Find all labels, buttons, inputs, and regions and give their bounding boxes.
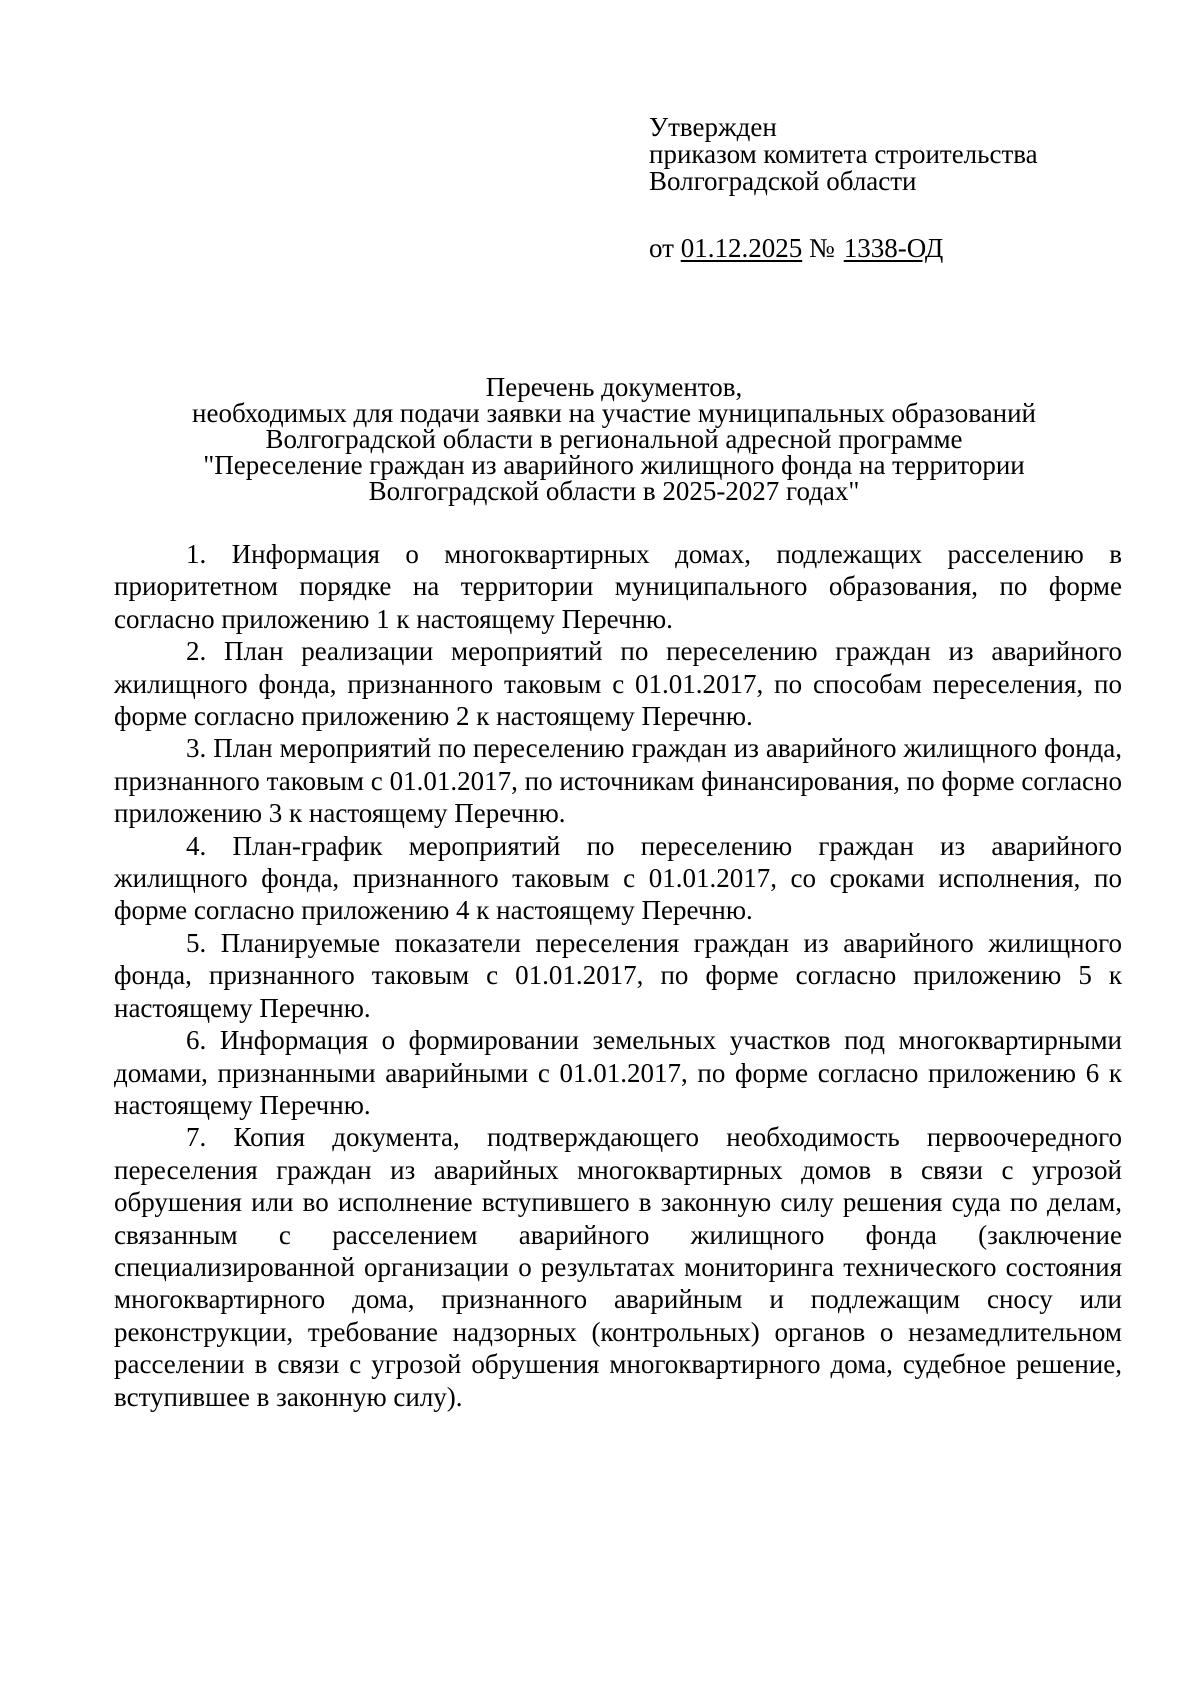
order-date: 01.12.2025 (680, 233, 803, 263)
item-number: 6. (186, 1025, 207, 1056)
list-item (114, 1024, 1122, 1121)
title-line-5: Волгоградской области в 2025-2027 годах" (368, 476, 860, 506)
item-text: План мероприятий по переселению граждан из аварийного жилищного фонда, признанного таковым с 01.01.2017, по источникам финансирования, по форме согласно приложению 3 к настоящему Перечню. (114, 733, 1122, 829)
approval-line-2: приказом комитета строительства (649, 139, 1038, 169)
title-line-1: Перечень документов, (485, 372, 743, 402)
document-body (114, 538, 1122, 1413)
item-text: Планируемые показатели переселения граждан из аварийного жилищного фонда, признанного таковым с 01.01.2017, по форме согласно приложению 5 к настоящему Перечню. (114, 927, 1123, 1023)
title-line-4: "Переселение граждан из аварийного жилищного фонда на территории (203, 450, 1025, 480)
item-number: 3. (186, 733, 207, 764)
list-item (114, 635, 1122, 732)
list-item (114, 732, 1122, 829)
item-number: 4. (186, 830, 207, 861)
title-line-3: Волгоградской области в региональной адресной программе (265, 424, 963, 454)
order-number: 1338-ОД (843, 233, 944, 263)
item-text: Информация о формировании земельных участков под многоквартирными домами, признанными аварийными с 01.01.2017, по форме согласно приложению 6 к настоящему Перечню. (114, 1025, 1122, 1120)
order-prefix: от (649, 233, 674, 263)
order-reference (649, 233, 943, 263)
item-number: 5. (186, 927, 207, 958)
approval-stamp-block (649, 114, 1038, 195)
item-number: 7. (186, 1122, 207, 1153)
item-number: 2. (186, 636, 207, 667)
item-text: Информация о многоквартирных домах, подлежащих расселению в приоритетном порядке на территории муниципального образования, по форме согласно приложению 1 к настоящему Перечню. (114, 539, 1122, 634)
document-title (114, 374, 1114, 504)
list-item (114, 1121, 1122, 1413)
list-item (114, 830, 1122, 927)
order-number-sign: № (808, 233, 835, 263)
list-item (114, 927, 1122, 1024)
item-number: 1. (186, 539, 207, 569)
item-text: Копия документа, подтверждающего необходимость первоочередного переселения граждан из аварийных многоквартирных домов в связи с угрозой обрушения или во исполнение вступившего в законную силу решения суда по делам, связанным с расселением аварийного жилищного фонда (заключение специализированной организации о результатах мониторинга технического состояния многоквартирного дома, признанного аварийным и подлежащим сносу или реконструкции, требование надзорных (контрольных) органов о незамедлительном расселении в связи с угрозой обрушения многоквартирного дома, судебное решение, вступившее в законную силу). (114, 1122, 1122, 1412)
item-text: План-график мероприятий по переселению граждан из аварийного жилищного фонда, признанного таковым с 01.01.2017, со сроками исполнения, по форме согласно приложению 4 к настоящему Перечню. (114, 830, 1123, 926)
approval-line-3: Волгоградской области (649, 166, 917, 196)
item-text: План реализации мероприятий по переселению граждан из аварийного жилищного фонда, признанного таковым с 01.01.2017, по способам переселения, по форме согласно приложению 2 к настоящему Перечню. (114, 636, 1122, 732)
list-item (114, 538, 1122, 635)
approval-line-1: Утвержден (649, 112, 777, 142)
title-line-2: необходимых для подачи заявки на участие муниципальных образований (192, 398, 1036, 428)
